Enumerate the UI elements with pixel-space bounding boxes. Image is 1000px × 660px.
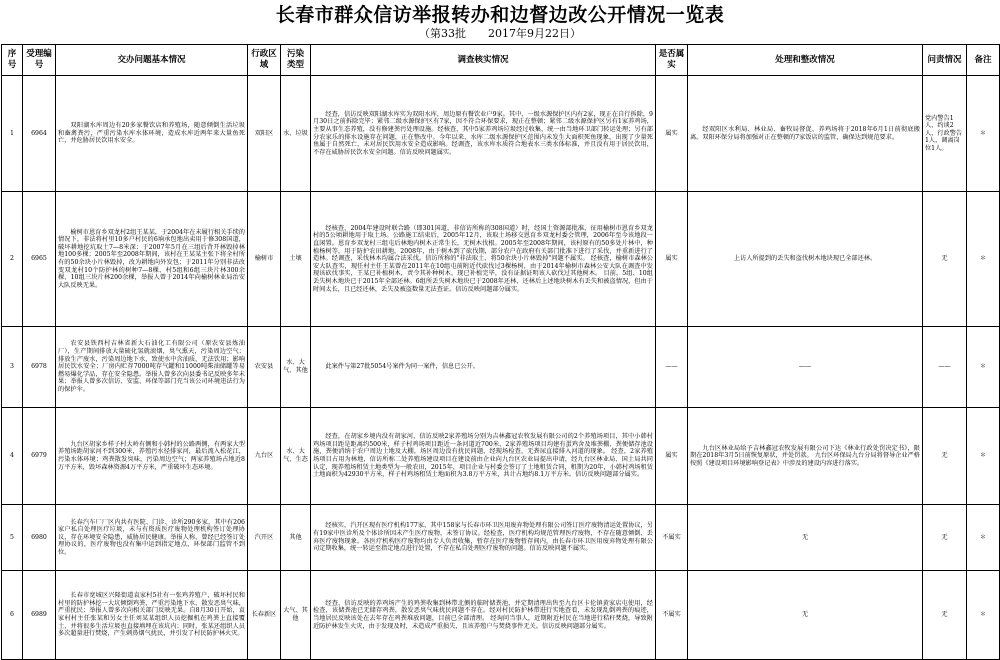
cell-notes: ＊ [967,571,1000,660]
cell-issue: 农安县铁西村吉林省新大石油化工有限公司（原农安县炼油厂），生产期间排放大量硫化氢就滚烟，臭气熏天，污染周边空气；排放生产废水，污染周边地下水，致使水中含油质，无法饮用；影响居民饮水安全；厂房内贮存7000吨存气罐和11000吨柴油储罐等易燃易爆化学品，存在安全隐患。举报人曾多次向县委书记反映多年未果；举报人曾多次信访、安监、环保等部门充当该公司环境违法行为的保护伞。 [56,327,248,408]
cell-accountability: 党内警告1人，约谈2人，行政警告1人，调离岗位1人。 [923,76,967,192]
cell-seq: 3 [2,327,23,408]
cell-issue: 长春汽车厂厂区内共有医院、门诊、诊所290多家，其中有206家户私自处理医疗垃圾，未与有资质医疗废物处理机构签订处理协议，存在环境安全隐患，威胁居民健康。举报人称，曾经已经签订处理协议的，医疗废物也没有集中运到指定地点，环保部门监管不到位。 [56,505,248,571]
cell-type: 土壤 [281,192,311,327]
cell-issue: 九台区胡家乡样子村大岭有侧和小韩村的公路两侧，有两家大型养殖场距胡家河不到300米，养殖污水径排家河，最后流入松花江，污染水体环境；鸡粪散发臭味，污染周边空气；两家养殖场占地近8万平方米，毁坏森林资源4万平方米，严重破坏生态环境。 [56,408,248,505]
cell-investigation: 经查，在胡家乡境内没有胡家河，信访反映2家养殖场分别为吉林鑫冠农牧发展有限公司的2个养殖场项目，其中小韩村鸡场项目距是距离约500米，样子村鸡场项目距近一条河道近700米，2家养殖场项目均建有蛋鸡舍及堆粪棚、粪便储存池设施，粪便消纳于农户周边土地及大棚，场区周边没有扰民问题，经现场检查，无粪尿直接排入河道的现象。 经查，2家养殖场项目占用为林地，信访所称二处养殖场建设项目在建设前由企业向九台区农业局提出申请，经九台区林业局、国土局共同认定，现养殖场租赁土地类型为一般农田，2015年，项目企业与村委会签订了土地租赁合同，租期为20年，小韩村鸡场租赁土地面积为42930平方米，样子村鸡场租赁土地面积为3.8万平方米，共计占地约8.1万平方米。信访反映问题部分属实。 [311,408,656,505]
cell-region: 长春新区 [248,571,281,660]
cell-id: 6965 [23,192,56,327]
table-row [2,505,1000,571]
cell-id: 6980 [23,505,56,571]
cell-notes: ＊ [967,408,1000,505]
col-header-verified: 是否属实 [656,45,688,76]
cell-region: 农安县 [248,327,281,408]
col-header-type: 污染类型 [281,45,311,76]
cell-id: 6978 [23,327,56,408]
cell-verified: 不属实 [656,505,688,571]
page-subtitle: （第33批 2017年9月22日） [419,27,581,40]
col-header-region: 行政区域 [248,45,281,76]
cell-investigation: 此案件与第27批5054号案件为同一案件，信息已公开。 [311,327,656,408]
table-header-row [2,45,1000,76]
cell-notes: ＊ [967,327,1000,408]
cell-investigation: 经查，信访反映的养鸡场产生的鸡粪收集到林带北侧的临时储粪池，并定期清理出售至九台区卡伦镇黄家店屯使用，经检查，该储粪池已无储存鸡粪，散发恶臭气味扰民问题不存在。经对村民防护林带进行实地查看，未发现乱倒鸡粪的痕迹，当地居民反映该处在去年存在鸡粪堆放问题，目前已全部清理。 经询问当事人，近期附近村民在当地进行秸秆焚烧，导致附近防护林发生火灾，由于发现及时，未造成严重损失，且该养殖户与焚烧事件无关。信访反映问题部分属实。 [311,571,656,660]
cell-region: 榆树市 [248,192,281,327]
table-row [2,76,1000,192]
table-row [2,408,1000,505]
cell-rectify: 九台区林业局给予吉林鑫冠农牧发展有限公司下达《林业行政处罚决定书》，限期在2018年3月5日前恢复原状，并处罚款。 九台区环保局九台分局将督导企业严格按照《建设项目环境影响登记表》中涉及的建设内容进行落实。 [688,408,923,505]
cell-rectify: —— [688,327,923,408]
col-header-notes: 备注 [967,45,1000,76]
page-title: 长春市群众信访举报转办和边督边改公开情况一览表 [275,4,725,26]
col-header-rectify: 处理和整改情况 [688,45,923,76]
cell-verified: 不属实 [656,571,688,660]
table-row [2,192,1000,327]
cell-id: 6979 [23,408,56,505]
cell-verified: 属实 [656,76,688,192]
cell-accountability: 无 [923,408,967,505]
table-row [2,571,1000,660]
cell-investigation: 经核查，2004年建设时联合路（即301国道，非信访所称的308国道）时，经国土资源部批准，征用榆树市恩育乡双龙村的5公顷耕地用于取土场。公路施工结束后，2005年12月，该取土场移交恩育乡双龙村委会管理，2006年至今该地段一直闲置。恩育乡双龙村三组屯后林地内树木正常生长，无树木伐根。2005年至2008年期间，该村原有的50多处片林中，种植杨树等，用于防护农田耕地。2008年，由于树木到了砍伐期，部分农户在政府有关部门批准下进行了采伐，并重新进行了造林。经调查，采伐林木均属合法采伐。信访所称的"非法取土、将50余块小片林毁掉"问题不属实。 经核查，榆树市森林公安大队查实，现任村主任王某曾在2011年在10组屯前附近代砍伐过3棵杨树，由于2014年榆树市森林公安大队在调查中发现该砍伐事实，王某已补植树木，责令其补种树木，现已补植完毕，没有证据证明该人砍伐过其他树木。 目前，5组、10组丢失树木地块已于2015年全部还林。6组所丢失树木地块已于2008年还林，还林后上述地块树木有丢失和被盗情况，但由于时间太长，且已经还林，丢失及被盗数量无法查证。信访反映问题部分属实。 [311,192,656,327]
cell-rectify: 经双阳区水利局、林业局、畜牧局督促，养鸡场将于2018年6月1日前彻底搬离。双阳环保分局将加强对正在整顿的7家饭店的监管，确保达到规范要求。 [688,76,923,192]
cell-issue: 榆树市恩育乡双龙村2组王某某，于2004年在未履行相关手续的情况下，非法将村里10多户村民的6垧承包地出卖用于修308国道，破坏耕地挖坑取土7—8米深；于2007年5月在三组后背开林毁掉林地100多棵；2005年至2008年期间，该村在王某某主张下将全村所有的50余块小片林毁掉，改为耕地向外发包；于2011年分别非法改变双龙村10个防护林的树种7—8棵、村5组和6组三块片林300余棵、10组三块片林200余棵，举报人曾于2014年向榆树林业局治安大队反映无果。 [56,192,248,327]
cell-notes: ＊ [967,76,1000,192]
cell-accountability: 无 [923,571,967,660]
report-table [1,44,1000,660]
cell-id: 6989 [23,571,56,660]
col-header-accountability: 问责情况 [923,45,967,76]
cell-accountability: 无 [923,192,967,327]
cell-rectify: 上访人所提到的丢失和盗伐树木地块现已全部还林。 [688,192,923,327]
cell-rectify: 无 [688,505,923,571]
cell-id: 6964 [23,76,56,192]
cell-type: 水、垃圾 [281,76,311,192]
cell-region: 汽开区 [248,505,281,571]
cell-region: 双阳区 [248,76,281,192]
col-header-issue: 交办问题基本情况 [56,45,248,76]
cell-seq: 2 [2,192,23,327]
cell-accountability: 无 [923,505,967,571]
cell-type: 其他 [281,505,311,571]
col-header-seq: 序号 [2,45,23,76]
cell-seq: 5 [2,505,23,571]
cell-region: 九台区 [248,408,281,505]
cell-investigation: 经查，信访反映双阳湖水库实为双阳水库，周边原有餐饮业户9家。其中，一级水源保护区内有2家，现正在自行拆除，9月30日之前拆除完毕；紧邻二级水源保护区有7家，因不符合环保要求，现正在整顿；紧邻二级水源保护区另有1家养鸡场，主要从事生态养殖，没有修建粪污处理设施。经核查，其中5家养鸡场垃圾经过收集，统一由当地环卫部门转运处理；另有部分农家乐的排水设施存在问题，正在整改中。今年以来，水库二级水源保护区范围内未发生大面积死鱼现象，出现了少量死鱼属于自然死亡，未对居民饮用水安全造成影响。经调查，该水库水质符合地表水三类水体标准，并且没有用于居民饮用，不存在威胁居民饮水安全问题。信访反映问题属实。 [311,76,656,192]
cell-verified: 属实 [656,192,688,327]
cell-rectify: 无 [688,571,923,660]
table-row [2,327,1000,408]
cell-verified: —— [656,327,688,408]
cell-notes: ＊ [967,192,1000,327]
cell-accountability: —— [923,327,967,408]
cell-type: 水、大气、生态 [281,408,311,505]
cell-seq: 4 [2,408,23,505]
cell-type: 大气、其他 [281,571,311,660]
col-header-id: 受理编号 [23,45,56,76]
cell-seq: 6 [2,571,23,660]
cell-verified: 属实 [656,408,688,505]
col-header-investigation: 调查核实情况 [311,45,656,76]
cell-seq: 1 [2,76,23,192]
cell-notes: ＊ [967,505,1000,571]
cell-type: 水、大气、其他 [281,327,311,408]
cell-issue: 双阳湖水库周边有20多家餐饮店和养殖场，随意倾倒生活垃圾和畜禽粪污，严重污染水库水体环境，造成水库近两年来大量鱼死亡，并危胁居民饮用水安全。 [56,76,248,192]
cell-issue: 长春市宽城区兴隆街道袁家村5社有一张鸡养殖户，破坏村民和村里的防护林挖一大坑倾倒鸡粪，严重污染地下水，散发恶臭气味，严重扰民；举报人曾多次向相关部门反映无果。自8月30日开始，袁家村村主任张某和另女主任刘某某组织人员挖掘机在鸡粪上直接覆土，并将很多生活垃圾也直接填埋在该坑内；同时，张某还组织人员多次超量进行焚烧，产生刺鼻烟气扰民，并引发了村民防护林火灾。 [56,571,248,660]
cell-investigation: 经核实，汽开区现有医疗机构177家，其中158家与长春市环卫医用废弃物处理有限公司签订医疗废物清运处置协议，另有19家中医诊所及个体诊所因未产生医疗废物，未签订协议。经检查，医疗机构均规范管理医疗废物，不存在随意倾倒、丢弃医疗废物现象。各医疗机构医疗废物均由专人负责收集，暂存在医疗废物暂存间内，由长春市环卫医用废弃物处理有限公司定期收集，统一转运至指定地点进行处置，不存在私自处理医疗废物的问题。信访反映问题不属实。 [311,505,656,571]
